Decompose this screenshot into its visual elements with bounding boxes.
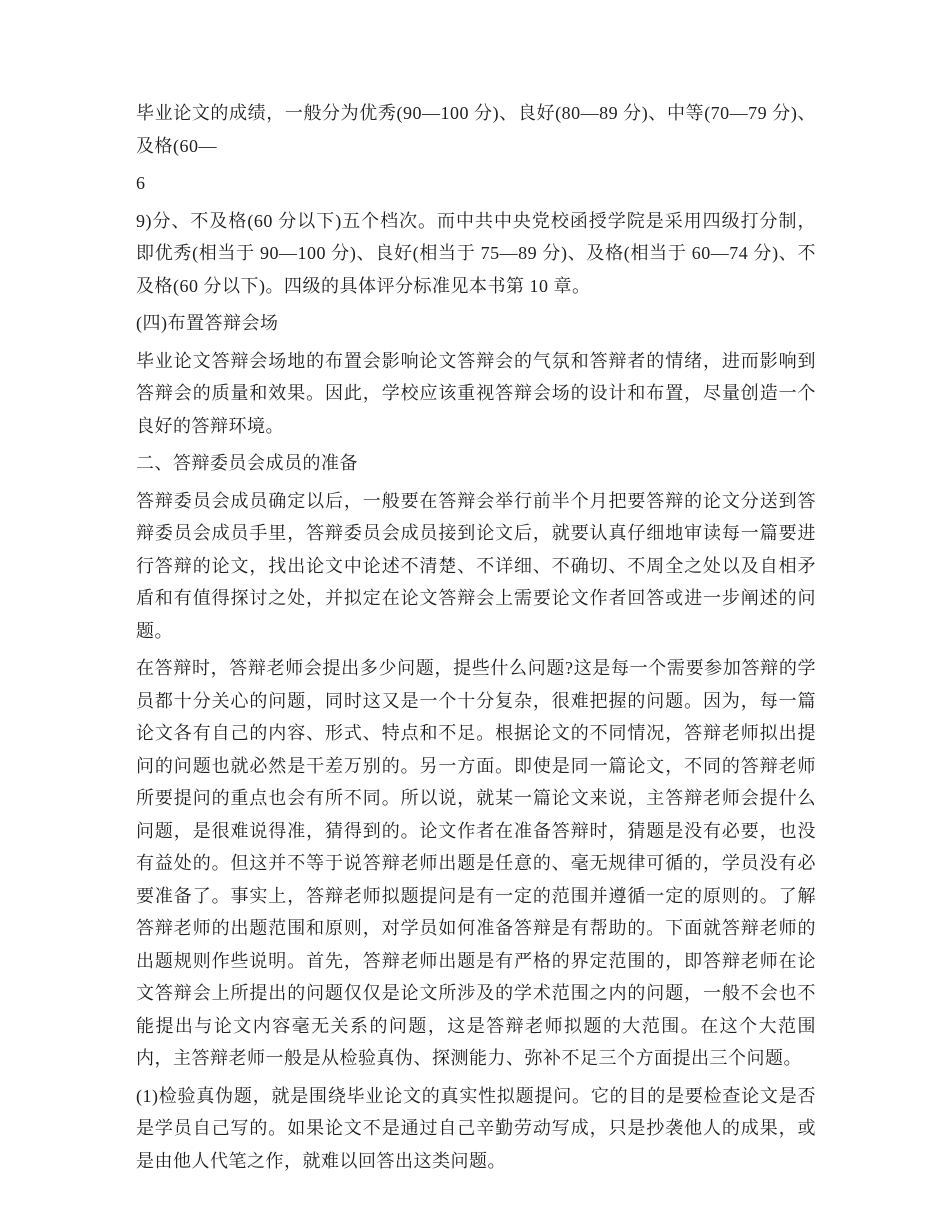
paragraph-question-scope: 在答辩时，答辩老师会提出多少问题，提些什么问题?这是每一个需要参加答辩的学员都十分关心的问题，同时这又是一个十分复杂，很难把握的问题。因为，每一篇论文各有自己的内容、形式、特点和不足。根据论文的不同情况，答辩老师拟出提问的问题也就必然是干差万别的。另一方面。即使是同一篇论文，不同的答辩老师所要提问的重点也会有所不同。所以说，就某一篇论文来说，主答辩老师会提什么问题，是很难说得准，猜得到的。论文作者在准备答辩时，猜题是没有必要，也没有益处的。但这并不等于说答辩老师出题是任意的、毫无规律可循的，学员没有必要准备了。事实上，答辩老师拟题提问是有一定的范围并遵循一定的原则的。了解答辩老师的出题范围和原则，对学员如何准备答辩是有帮助的。下面就答辩老师的出题规则作些说明。首先，答辩老师出题是有严格的界定范围的，即答辩老师在论文答辩会上所提出的问题仅仅是论文所涉及的学术范围之内的问题，一般不会也不能提出与论文内容毫无关系的问题，这是答辩老师拟题的大范围。在这个大范围内，主答辩老师一般是从检验真伪、探测能力、弥补不足三个方面提出三个问题。 <box>136 658 816 1068</box>
section-heading-arrange-venue: (四)布置答辩会场 <box>136 313 279 333</box>
paragraph-venue-layout: 毕业论文答辩会场地的布置会影响论文答辩会的气氛和答辩者的情绪，进而影响到答辩会的质量和效果。因此，学校应该重视答辩会场的设计和布置，尽量创造一个良好的答辩环境。 <box>136 350 816 436</box>
paragraph-authenticity-check: (1)检验真伪题，就是围绕毕业论文的真实性拟题提问。它的目的是要检查论文是否是学员自己写的。如果论文不是通过自己辛勤劳动写成，只是抄袭他人的成果，或是由他人代笔之作，就难以回答出这类问题。 <box>136 1085 816 1171</box>
paragraph-grade-scale: 毕业论文的成绩，一般分为优秀(90—100 分)、良好(80—89 分)、中等(70—79 分)、及格(60— <box>136 103 816 156</box>
paragraph-four-level-scale: 9)分、不及格(60 分以下)五个档次。而中共中央党校函授学院是采用四级打分制，即优秀(相当于 90—100 分)、良好(相当于 75—89 分)、及格(相当于 60—74 分)、不及格(60 分以下)。四级的具体评分标准见本书第 10 章。 <box>136 210 816 296</box>
page-number: 6 <box>136 173 146 193</box>
paragraph-committee-review: 答辩委员会成员确定以后，一般要在答辩会举行前半个月把要答辩的论文分送到答辩委员会成员手里，答辩委员会成员接到论文后，就要认真仔细地审读每一篇要进行答辩的论文，找出论文中论述不清楚、不详细、不确切、不周全之处以及自相矛盾和有值得探讨之处，并拟定在论文答辩会上需要论文作者回答或进一步阐述的问题。 <box>136 490 816 641</box>
section-heading-committee-preparation: 二、答辩委员会成员的准备 <box>136 453 358 473</box>
